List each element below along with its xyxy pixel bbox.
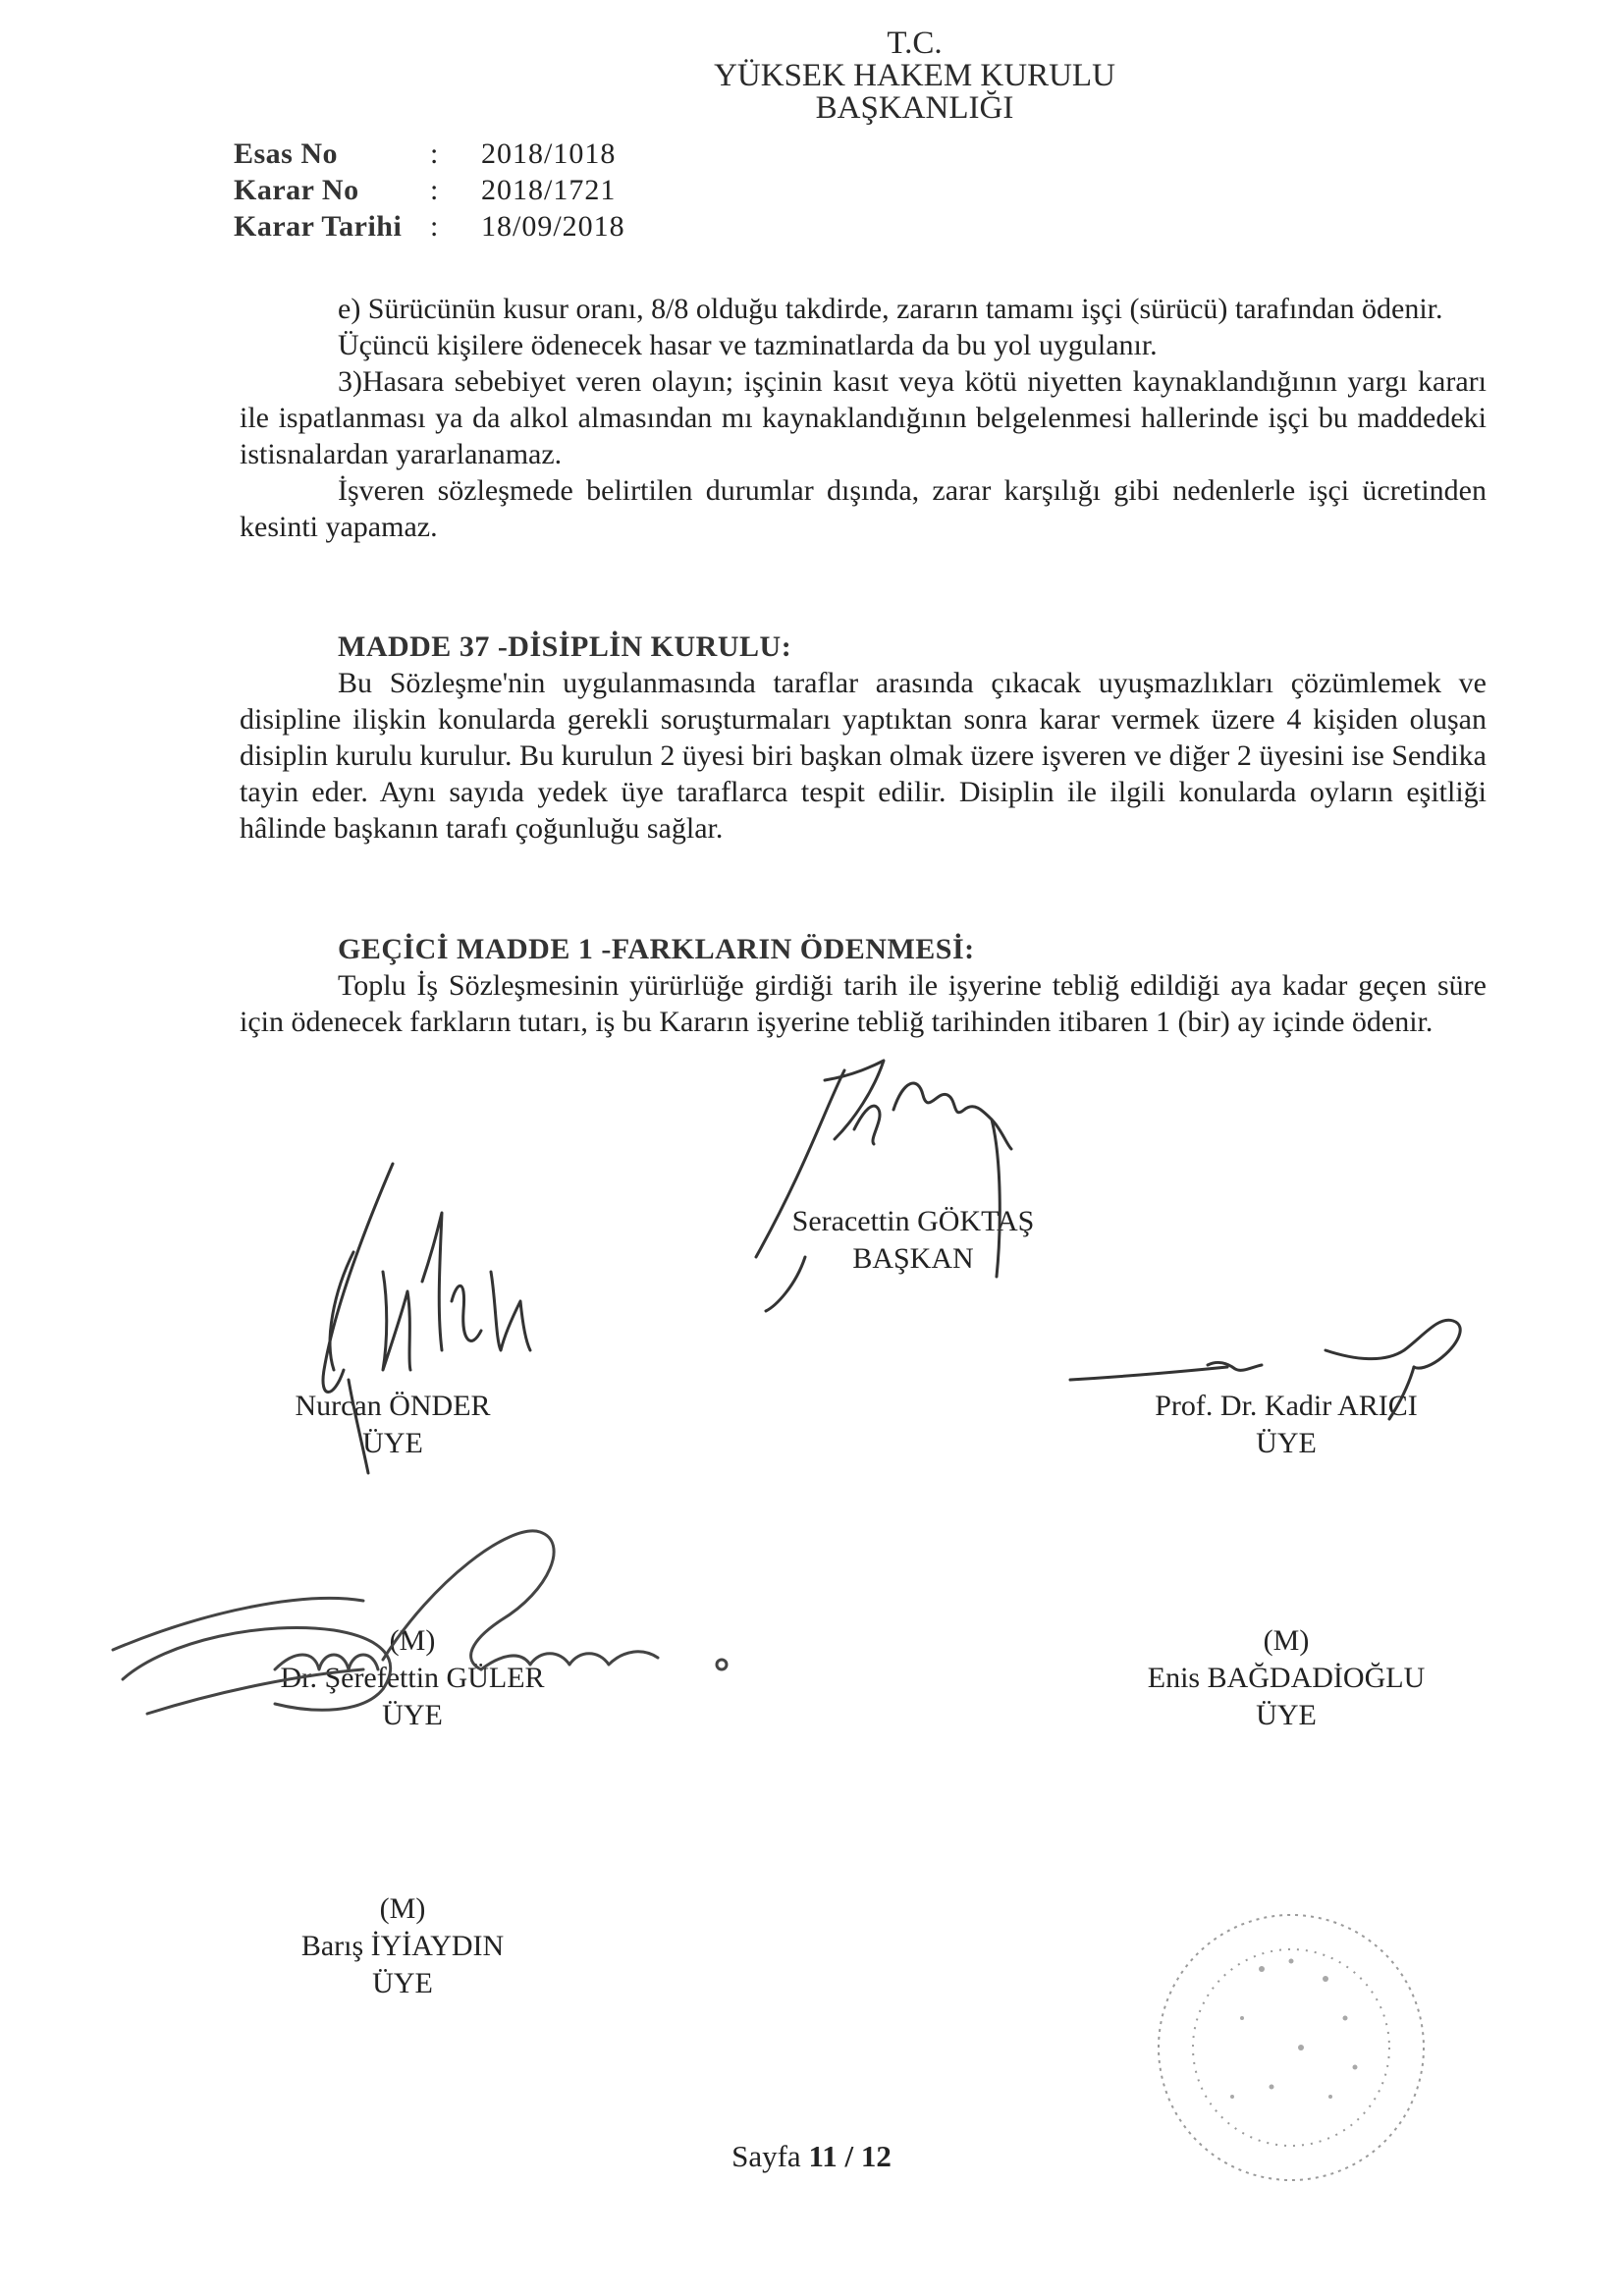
signer-role: ÜYE — [382, 1699, 443, 1731]
signer-name: Prof. Dr. Kadir ARICI — [1155, 1390, 1418, 1422]
signer-name: Barış İYİAYDIN — [300, 1930, 505, 1962]
total-pages: 12 — [860, 2139, 892, 2173]
meta-label: Karar No — [234, 174, 359, 206]
paragraph-driver-fault: e) Sürücünün kusur oranı, 8/8 olduğu takdirde, zararın tamamı işçi (sürücü) tarafından ödenir. — [338, 293, 1443, 325]
meta-label: Karar Tarihi — [234, 210, 403, 243]
header-presidency: BAŞKANLIĞI — [815, 90, 1014, 126]
document-header — [0, 27, 1623, 125]
meta-row-esas — [234, 136, 625, 172]
dissent-note: (M) — [379, 1892, 426, 1925]
signature-scribble-member-1 — [295, 1154, 609, 1478]
signature-scribble-president — [707, 1051, 1100, 1306]
meta-value: 2018/1721 — [481, 174, 617, 206]
signer-name: Nurcan ÖNDER — [295, 1390, 491, 1422]
signature-member-5 — [216, 1890, 589, 2002]
dissent-note: (M) — [389, 1624, 436, 1657]
page-label: Sayfa — [731, 2139, 801, 2173]
signer-role: BAŞKAN — [852, 1242, 974, 1275]
body-section-1 — [240, 291, 1487, 545]
signer-role: ÜYE — [372, 1967, 433, 1999]
meta-row-karar — [234, 172, 625, 208]
page-separator: / — [844, 2139, 854, 2173]
heading-temporary-article-1: GEÇİCİ MADDE 1 -FARKLARIN ÖDENMESİ: — [338, 933, 975, 965]
current-page: 11 — [808, 2139, 838, 2173]
paragraph-payment-differences: Toplu İş Sözleşmesinin yürürlüğe girdiği tarih ile işyerine tebliğ edildiği aya kadar geçen süre için ödenecek farkların tutarı, iş bu Kararın işyerine tebliğ tarihinden itibaren 1 (bir) ay içinde ödenir. — [240, 969, 1487, 1038]
paragraph-third-party: Üçüncü kişilere ödenecek hasar ve tazminatlarda da bu yol uygulanır. — [338, 329, 1158, 361]
signature-scribble-member-3 — [108, 1503, 756, 1728]
case-meta — [234, 136, 625, 245]
page-footer — [0, 2139, 1623, 2174]
signer-role: ÜYE — [1256, 1699, 1317, 1731]
signer-role: ÜYE — [1256, 1427, 1317, 1459]
paragraph-wage-deduction: İşveren sözleşmede belirtilen durumlar dışında, zarar karşılığı gibi nedenlerle işçi ücretinden kesinti yapamaz. — [240, 474, 1487, 543]
body-section-3 — [240, 931, 1487, 1040]
meta-separator: : — [430, 174, 439, 206]
header-tc: T.C. — [887, 26, 943, 61]
meta-separator: : — [430, 137, 439, 170]
meta-label: Esas No — [234, 137, 339, 170]
dissent-note: (M) — [1263, 1624, 1310, 1657]
signer-role: ÜYE — [362, 1427, 423, 1459]
heading-article-37: MADDE 37 -DİSİPLİN KURULU: — [338, 630, 792, 663]
signature-scribble-member-2 — [1060, 1306, 1492, 1424]
meta-separator: : — [430, 210, 439, 243]
meta-value: 2018/1018 — [481, 137, 617, 170]
signer-name: Enis BAĞDADİOĞLU — [1147, 1662, 1426, 1694]
meta-value: 18/09/2018 — [481, 210, 625, 243]
paragraph-damage-exception: 3)Hasara sebebiyet veren olayın; işçinin kasıt veya kötü niyetten kaynaklandığının yargı kararı ile ispatlanması ya da alkol almasından mı kaynaklandığının belgelenmesi hallerinde işçi bu maddedeki istisnalardan yararlanamaz. — [240, 365, 1487, 470]
signature-member-4 — [1060, 1622, 1512, 1734]
signer-name: Dr. Şerefettin GÜLER — [280, 1662, 545, 1694]
paragraph-disciplinary-board: Bu Sözleşme'nin uygulanmasında taraflar arasında çıkacak uyuşmazlıkları çözümlemek ve disipline ilişkin konularda gerekli soruşturmaları yaptıktan sonra karar vermek üzere 4 kişiden oluşan disiplin kurulu kurulur. Bu kurulun 2 üyesi biri başkan olmak üzere işveren ve diğer 2 üyesini ise Sendika tayin eder. Aynı sayıda yedek üye taraflarca tespit edilir. Disiplin ile ilgili konularda oyların eşitliği hâlinde başkanın tarafı çoğunluğu sağlar. — [240, 667, 1487, 845]
signer-name: Seracettin GÖKTAŞ — [791, 1205, 1035, 1237]
meta-row-tarih — [234, 208, 625, 245]
header-board: YÜKSEK HAKEM KURULU — [714, 58, 1115, 93]
body-section-2 — [240, 629, 1487, 847]
